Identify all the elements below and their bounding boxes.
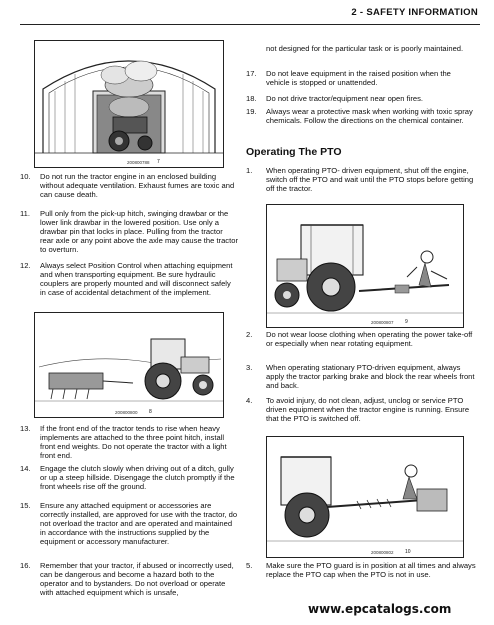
figure-7-code: 200800788 [127, 160, 150, 165]
pto-driveline-illustration [267, 437, 463, 557]
figure-10-code: 200800802 [371, 550, 394, 555]
list-item: 4. To avoid injury, do not clean, adjust, unclog or service PTO driven equipment when the tractor engine is running. Ensure that the PTO is switched off. [246, 396, 470, 424]
tractor-implement-illustration [35, 313, 223, 417]
figure-9-number: 9 [405, 319, 408, 325]
figure-8-tractor-with-implement [34, 312, 224, 418]
list-item: 12. Always select Position Control when attaching equipment and when transporting equipment. Be sure hydraulic couplers are properly mounted and will disconnect safely in case of accidental detachment of the implement. [20, 261, 233, 298]
figure-8-code: 200800800 [115, 410, 138, 415]
page-header [0, 0, 494, 28]
continued-text: not designed for the particular task or is poorly maintained. [266, 44, 464, 53]
list-item: 14. Engage the clutch slowly when driving out of a ditch, gully or up a steep hillside. Disengage the clutch promptly if the front wheels rise off the ground. [20, 464, 235, 492]
figure-8-number: 8 [149, 409, 152, 415]
list-item: 11. Pull only from the pick-up hitch, swinging drawbar or the lower link drawbar in the lowered position. Use only a drawbar pin that locks in place. Pulling from the tractor rear axle or any point above the axle may cause the tractor to overturn. [20, 209, 238, 255]
pto-operator-illustration [267, 205, 463, 327]
pto-items-mid [246, 330, 476, 450]
left-column-lower [20, 424, 238, 614]
figure-10-pto-driveline [266, 436, 464, 558]
barn-illustration [35, 41, 223, 167]
watermark-url: www.epcatalogs.com [308, 602, 452, 616]
figure-9-code: 200800807 [371, 320, 394, 325]
pto-item-1 [246, 166, 476, 206]
pto-item-5 [246, 561, 476, 591]
list-item: 19. Always wear a protective mask when working with toxic spray chemicals. Follow the directions on the chemical container. [246, 107, 473, 126]
list-item: 18. Do not drive tractor/equipment near open fires. [246, 94, 424, 103]
list-item: 5. Make sure the PTO guard is in position at all times and always replace the PTO cap when the PTO is not in use. [246, 561, 476, 580]
figure-7-tractor-in-building [34, 40, 224, 168]
list-item: 17. Do not leave equipment in the raised position when the vehicle is stopped or unattended. [246, 69, 451, 88]
list-item: 1. When operating PTO- driven equipment, shut off the engine, switch off the PTO and wait until the PTO stops before getting off the tractor. [246, 166, 474, 194]
section-title: Operating The PTO [246, 146, 342, 158]
figure-7-number: 7 [157, 159, 160, 165]
page-title: 2 - SAFETY INFORMATION [351, 7, 478, 18]
list-item: 2. Do not wear loose clothing when operating the power take-off or especially when near rotating equipment. [246, 330, 473, 349]
list-item: 10. Do not run the tractor engine in an enclosed building without adequate ventilation. Exhaust fumes are toxic and can cause death. [20, 172, 235, 200]
list-item: 16. Remember that your tractor, if abused or incorrectly used, can be dangerous and become a hazard both to the operator and to bystanders. Do not overload or operate with attached equipment which is unsafe, [20, 561, 234, 598]
figure-9-operator-near-pto [266, 204, 464, 328]
list-item: 15. Ensure any attached equipment or accessories are correctly installed, are approved for use with the tractor, do not overload the tractor and are operated and maintained in accordance with the instructions supplied by the equipment or accessory manufacturer. [20, 501, 238, 547]
right-column-top [246, 44, 476, 144]
header-rule [20, 24, 480, 25]
list-item: 3. When operating stationary PTO-driven equipment, always apply the tractor parking brake and block the rear wheels front and back. [246, 363, 475, 391]
list-item: 13. If the front end of the tractor tends to rise when heavy implements are attached to the three point hitch, install front end weights. Do not operate the tractor with a light front end. [20, 424, 227, 461]
figure-10-number: 10 [405, 549, 411, 555]
